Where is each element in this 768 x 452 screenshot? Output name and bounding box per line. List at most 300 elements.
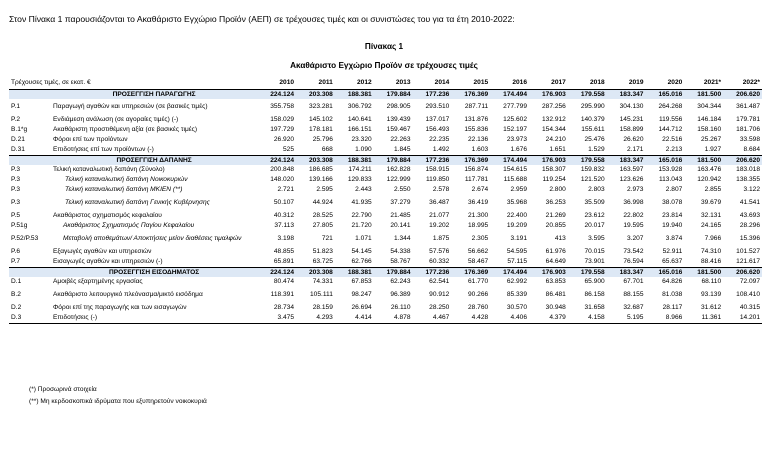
value-cell: 74.310	[700, 248, 722, 256]
year-header: 2020	[667, 79, 683, 87]
value-cell: 23.814	[662, 212, 683, 220]
unit-label: Τρέχουσες τιμές, σε εκατ. €	[11, 79, 91, 87]
value-cell: 181.706	[736, 126, 760, 134]
value-cell: 4.406	[490, 313, 529, 324]
row-code: B.1*g	[11, 126, 28, 134]
value-cell: 1.875	[432, 235, 450, 243]
footnotes	[29, 385, 229, 406]
value-cell: 2.213	[665, 146, 683, 154]
year-header: 2019	[628, 79, 644, 87]
value-cell: 80.474	[273, 278, 295, 286]
year-header: 2018	[589, 79, 605, 87]
row-code: P.7	[11, 258, 21, 266]
value-cell: 176.903	[529, 156, 568, 166]
value-cell: 28.117	[662, 304, 683, 312]
section-header-row	[9, 156, 762, 166]
row-description: Ακαθάριστος σχηματισμός κεφαλαίου	[53, 212, 162, 220]
row-description: Μεταβολή αποθεμάτων/ Αποκτήσεις μείον διαθέσεις τιμαλφών	[63, 235, 242, 243]
value-cell: 132.912	[541, 116, 566, 124]
value-cell: 2.721	[277, 186, 295, 194]
value-cell: 65.900	[584, 278, 605, 286]
value-cell: 125.602	[503, 116, 527, 124]
value-cell: 355.758	[270, 103, 295, 111]
value-cell: 64.649	[545, 258, 566, 266]
value-cell: 5.195	[607, 313, 646, 324]
value-cell: 24.210	[545, 136, 566, 144]
value-cell: 26.110	[390, 304, 411, 312]
row-description: Τελική καταναλωτική δαπάνη Γενικής Κυβέρνησης	[65, 199, 210, 207]
table-title: Ακαθάριστο Εγχώριο Προϊόν σε τρέχουσες τιμές	[290, 61, 478, 70]
value-cell: 65.891	[273, 258, 295, 266]
value-cell: 22.235	[429, 136, 450, 144]
row-code	[9, 268, 51, 278]
table-caption: Πίνακας 1	[364, 42, 404, 51]
value-cell: 176.369	[451, 90, 490, 100]
value-cell: 70.015	[584, 248, 605, 256]
value-cell: 174.211	[348, 166, 372, 174]
value-cell: 4.428	[451, 313, 490, 324]
value-cell: 158.915	[425, 166, 450, 174]
value-cell: 88.416	[700, 258, 722, 266]
value-cell: 153.928	[658, 166, 683, 174]
value-cell: 174.494	[490, 156, 529, 166]
value-cell: 38.078	[662, 199, 683, 207]
value-cell: 39.679	[700, 199, 722, 207]
value-cell: 35.968	[506, 199, 527, 207]
table-row	[9, 231, 762, 247]
value-cell: 98.247	[351, 291, 372, 299]
value-cell: 293.510	[425, 103, 450, 111]
row-description: Επιδοτήσεις επί των προϊόντων (-)	[53, 146, 154, 154]
value-cell: 224.124	[257, 156, 296, 166]
value-cell: 115.688	[503, 176, 527, 184]
value-cell: 2.578	[432, 186, 450, 194]
value-cell: 8.966	[645, 313, 684, 324]
value-cell: 181.500	[684, 90, 723, 100]
value-cell: 165.016	[645, 268, 684, 278]
value-cell: 177.236	[413, 156, 452, 166]
value-cell: 96.389	[390, 291, 411, 299]
value-cell: 62.766	[351, 258, 372, 266]
value-cell: 63.725	[312, 258, 333, 266]
value-cell: 186.685	[309, 166, 333, 174]
value-cell: 1.603	[471, 146, 489, 154]
value-cell: 179.884	[374, 90, 413, 100]
value-cell: 67.701	[623, 278, 644, 286]
row-description: Τελική καταναλωτική δαπάνη Νοικοκυριών	[65, 176, 188, 184]
row-code	[9, 90, 51, 100]
value-cell: 306.792	[347, 103, 372, 111]
value-cell: 57.576	[429, 248, 450, 256]
value-cell: 174.494	[490, 268, 529, 278]
value-cell: 31.658	[584, 304, 605, 312]
value-cell: 40.312	[273, 212, 295, 220]
value-cell: 1.071	[355, 235, 372, 243]
row-description: Ενδιάμεση ανάλωση (σε αγοραίες τιμές) (-)	[53, 116, 179, 124]
value-cell: 65.637	[662, 258, 683, 266]
value-cell: 20.017	[584, 222, 605, 230]
value-cell: 138.355	[736, 176, 760, 184]
row-description: Τελική καταναλωτική δαπάνη ΜΚΙΕΝ (**)	[65, 186, 183, 194]
value-cell: 206.620	[723, 90, 762, 100]
value-cell: 19.209	[506, 222, 527, 230]
year-header: 2017	[551, 79, 566, 87]
value-cell: 2.550	[394, 186, 411, 194]
row-code: P.5	[11, 212, 21, 220]
value-cell: 15.396	[739, 235, 760, 243]
value-cell: 61.976	[545, 248, 566, 256]
value-cell: 154.344	[541, 126, 566, 134]
value-cell: 86.158	[584, 291, 605, 299]
value-cell: 176.903	[529, 268, 568, 278]
section-title: ΠΡΟΣΕΓΓΙΣΗ ΕΙΣΟΔΗΜΑΤΟΣ	[51, 268, 257, 278]
value-cell: 165.016	[645, 90, 684, 100]
value-cell: 21.485	[390, 212, 411, 220]
table-row	[9, 135, 762, 145]
value-cell: 81.038	[662, 291, 683, 299]
gdp-table	[9, 77, 762, 324]
value-cell: 25.476	[584, 136, 605, 144]
value-cell: 19.940	[662, 222, 683, 230]
table-row	[9, 287, 762, 303]
value-cell: 159.832	[580, 166, 605, 174]
table-row	[9, 175, 762, 185]
table-header-row	[9, 77, 762, 90]
value-cell: 32.131	[700, 212, 722, 220]
value-cell: 113.043	[658, 176, 683, 184]
value-cell: 30.948	[545, 304, 566, 312]
value-cell: 33.598	[739, 136, 760, 144]
value-cell: 3.191	[510, 235, 527, 243]
value-cell: 27.805	[312, 222, 333, 230]
value-cell: 152.197	[503, 126, 527, 134]
value-cell: 90.912	[429, 291, 450, 299]
value-cell: 48.855	[273, 248, 295, 256]
value-cell: 21.077	[429, 212, 450, 220]
value-cell: 203.308	[296, 156, 335, 166]
row-description: Ακαθάριστο λειτουργικό πλεόνασμα/μικτό εισόδημα	[53, 291, 203, 299]
value-cell: 35.509	[584, 199, 605, 207]
value-cell: 2.803	[588, 186, 605, 194]
value-cell: 22.516	[662, 136, 683, 144]
row-description: Εξαγωγές αγαθών και υπηρεσιών	[53, 248, 152, 256]
value-cell: 188.381	[335, 90, 374, 100]
year-header: 2021*	[703, 79, 722, 87]
value-cell: 158.029	[270, 116, 295, 124]
value-cell: 323.281	[309, 103, 333, 111]
table-row	[9, 125, 762, 135]
value-cell: 32.687	[623, 304, 644, 312]
row-description: Τελική καταναλωτική δαπάνη (Σύνολο)	[53, 166, 165, 174]
row-code: P.6	[11, 248, 21, 256]
value-cell: 56.662	[468, 248, 489, 256]
value-cell: 183.347	[607, 90, 646, 100]
value-cell: 19.595	[623, 222, 644, 230]
table-row	[9, 247, 762, 257]
section-title: ΠΡΟΣΕΓΓΙΣΗ ΠΑΡΑΓΩΓΗΣ	[51, 90, 257, 100]
value-cell: 165.016	[645, 156, 684, 166]
value-cell: 85.339	[506, 291, 527, 299]
value-cell: 179.781	[736, 116, 760, 124]
value-cell: 7.966	[704, 235, 722, 243]
value-cell: 206.620	[723, 156, 762, 166]
value-cell: 44.924	[312, 199, 333, 207]
value-cell: 31.612	[700, 304, 722, 312]
value-cell: 18.995	[468, 222, 489, 230]
value-cell: 93.139	[700, 291, 722, 299]
year-header: 2015	[473, 79, 489, 87]
value-cell: 21.300	[468, 212, 489, 220]
value-cell: 54.595	[506, 248, 527, 256]
value-cell: 21.269	[545, 212, 566, 220]
value-cell: 43.693	[739, 212, 760, 220]
value-cell: 1.676	[510, 146, 527, 154]
value-cell: 117.781	[464, 176, 489, 184]
row-description: Ακαθάριστος Σχηματισμός Παγίου Κεφαλαίου	[63, 222, 195, 230]
table-row	[9, 165, 762, 175]
row-code: B.2	[11, 291, 21, 299]
value-cell: 28.250	[429, 304, 450, 312]
row-code: P.2	[11, 116, 21, 124]
table-row	[9, 145, 762, 156]
value-cell: 22.136	[468, 136, 489, 144]
value-cell: 57.115	[507, 258, 527, 266]
value-cell: 41.935	[351, 199, 372, 207]
value-cell: 181.500	[684, 268, 723, 278]
value-cell: 88.155	[623, 291, 644, 299]
value-cell: 76.594	[623, 258, 644, 266]
value-cell: 2.171	[626, 146, 644, 154]
value-cell: 668	[321, 146, 333, 154]
value-cell: 129.833	[347, 176, 372, 184]
value-cell: 50.107	[273, 199, 295, 207]
value-cell: 203.308	[296, 268, 335, 278]
value-cell: 188.381	[335, 268, 374, 278]
row-code: P.3	[11, 199, 21, 207]
year-header: 2016	[512, 79, 527, 87]
value-cell: 206.620	[723, 268, 762, 278]
value-cell: 90.266	[468, 291, 489, 299]
row-description: Παραγωγή αγαθών και υπηρεσιών (σε βασικές τιμές)	[53, 103, 208, 111]
year-header: 2014	[434, 79, 450, 87]
value-cell: 62.243	[390, 278, 411, 286]
value-cell: 86.481	[545, 291, 566, 299]
footnote-npish: (**) Μη κερδοσκοπικά ιδρύματα που εξυπηρετούν νοικοκυριά	[29, 398, 207, 405]
value-cell: 163.476	[697, 166, 722, 174]
value-cell: 298.905	[386, 103, 411, 111]
row-code: D.3	[9, 313, 51, 324]
table-row	[9, 303, 762, 313]
row-code: D.1	[11, 278, 22, 286]
value-cell: 197.729	[270, 126, 295, 134]
value-cell: 36.998	[623, 199, 644, 207]
value-cell: 74.331	[312, 278, 333, 286]
value-cell: 23.973	[506, 136, 527, 144]
value-cell: 1.492	[432, 146, 450, 154]
value-cell: 62.541	[429, 278, 450, 286]
value-cell: 8.684	[743, 146, 760, 154]
row-code: P.3	[11, 166, 21, 174]
value-cell: 413	[554, 235, 566, 243]
value-cell: 4.467	[413, 313, 452, 324]
section-header-row	[9, 268, 762, 278]
value-cell: 179.558	[568, 268, 607, 278]
value-cell: 179.884	[374, 156, 413, 166]
row-description: Φόροι επί της παραγωγής και των εισαγωγών	[53, 304, 187, 312]
value-cell: 158.307	[541, 166, 566, 174]
value-cell: 361.487	[736, 103, 760, 111]
value-cell: 63.853	[545, 278, 566, 286]
value-cell: 28.525	[312, 212, 333, 220]
value-cell: 139.166	[309, 176, 333, 184]
intro-paragraph: Στον Πίνακα 1 παρουσιάζονται το Ακαθάριστο Εγχώριο Προϊόν (ΑΕΠ) σε τρέχουσες τιμές και οι συνιστώσες του για τα έτη 2010-2022:	[9, 14, 515, 24]
year-header: 2011	[318, 79, 333, 87]
value-cell: 140.379	[580, 116, 605, 124]
value-cell: 155.836	[464, 126, 489, 134]
table-row	[9, 277, 762, 287]
value-cell: 158.899	[619, 126, 644, 134]
value-cell: 295.990	[580, 103, 605, 111]
value-cell: 166.151	[347, 126, 372, 134]
value-cell: 144.712	[658, 126, 683, 134]
value-cell: 67.853	[351, 278, 372, 286]
value-cell: 721	[321, 235, 333, 243]
value-cell: 203.308	[296, 90, 335, 100]
value-cell: 178.181	[309, 126, 333, 134]
value-cell: 200.848	[270, 166, 295, 174]
value-cell: 1.090	[355, 146, 372, 154]
table-body	[9, 90, 762, 324]
value-cell: 181.500	[684, 156, 723, 166]
value-cell: 224.124	[257, 268, 296, 278]
value-cell: 224.124	[257, 90, 296, 100]
value-cell: 179.558	[568, 156, 607, 166]
year-header: 2022*	[742, 79, 760, 87]
value-cell: 183.347	[607, 268, 646, 278]
value-cell: 163.597	[619, 166, 644, 174]
row-code: P.1	[11, 103, 21, 111]
year-header: 2013	[395, 79, 411, 87]
value-cell: 68.110	[701, 278, 722, 286]
value-cell: 3.475	[257, 313, 296, 324]
value-cell: 30.570	[506, 304, 527, 312]
value-cell: 4.379	[529, 313, 568, 324]
table-row	[9, 257, 762, 268]
row-description: Εισαγωγές αγαθών και υπηρεσιών (-)	[53, 258, 163, 266]
value-cell: 40.315	[739, 304, 760, 312]
value-cell: 60.332	[429, 258, 450, 266]
value-cell: 155.611	[581, 126, 605, 134]
value-cell: 156.493	[425, 126, 450, 134]
value-cell: 2.959	[510, 186, 527, 194]
value-cell: 183.018	[736, 166, 760, 174]
value-cell: 22.400	[506, 212, 527, 220]
row-code: D.2	[11, 304, 22, 312]
value-cell: 179.558	[568, 90, 607, 100]
value-cell: 179.884	[374, 268, 413, 278]
value-cell: 162.828	[386, 166, 411, 174]
value-cell: 11.361	[684, 313, 723, 324]
value-cell: 4.293	[296, 313, 335, 324]
value-cell: 139.439	[386, 116, 411, 124]
value-cell: 36.419	[468, 199, 489, 207]
value-cell: 61.770	[468, 278, 489, 286]
value-cell: 156.874	[464, 166, 489, 174]
table-row	[9, 221, 762, 231]
value-cell: 131.876	[464, 116, 489, 124]
row-description: Ακαθάριστη προστιθέμενη αξία (σε βασικές τιμές)	[53, 126, 198, 134]
value-cell: 2.674	[471, 186, 489, 194]
row-description: Επιδοτήσεις (-)	[51, 313, 257, 324]
value-cell: 72.097	[739, 278, 760, 286]
value-cell: 4.414	[335, 313, 374, 324]
value-cell: 73.901	[584, 258, 605, 266]
value-cell: 22.790	[351, 212, 372, 220]
value-cell: 1.344	[394, 235, 411, 243]
value-cell: 36.253	[545, 199, 566, 207]
value-cell: 183.347	[607, 156, 646, 166]
value-cell: 1.927	[704, 146, 722, 154]
value-cell: 2.443	[355, 186, 372, 194]
value-cell: 25.796	[312, 136, 333, 144]
row-description: Αμοιβές εξαρτημένης εργασίας	[53, 278, 143, 286]
value-cell: 287.711	[464, 103, 489, 111]
value-cell: 28.760	[468, 304, 489, 312]
value-cell: 2.973	[626, 186, 644, 194]
value-cell: 62.992	[506, 278, 527, 286]
value-cell: 22.263	[390, 136, 411, 144]
value-cell: 148.020	[270, 176, 295, 184]
value-cell: 177.236	[413, 268, 452, 278]
value-cell: 26.620	[623, 136, 644, 144]
value-cell: 1.529	[588, 146, 605, 154]
value-cell: 525	[283, 146, 295, 154]
row-code: P.51g	[11, 222, 28, 230]
value-cell: 119.850	[425, 176, 450, 184]
value-cell: 26.694	[351, 304, 372, 312]
value-cell: 304.130	[619, 103, 644, 111]
value-cell: 145.102	[309, 116, 333, 124]
value-cell: 1.845	[394, 146, 411, 154]
value-cell: 304.344	[697, 103, 722, 111]
value-cell: 26.920	[273, 136, 295, 144]
value-cell: 4.878	[374, 313, 413, 324]
value-cell: 108.410	[736, 291, 760, 299]
value-cell: 3.874	[665, 235, 683, 243]
value-cell: 122.999	[386, 176, 411, 184]
value-cell: 23.612	[584, 212, 605, 220]
value-cell: 37.113	[274, 222, 295, 230]
row-code	[9, 156, 51, 166]
table-row	[9, 115, 762, 125]
value-cell: 3.595	[588, 235, 605, 243]
value-cell: 58.767	[390, 258, 411, 266]
row-code: P.3	[11, 186, 21, 194]
value-cell: 36.487	[429, 199, 450, 207]
row-code: D.21	[11, 136, 25, 144]
value-cell: 176.903	[529, 90, 568, 100]
value-cell: 119.556	[658, 116, 683, 124]
value-cell: 3.198	[277, 235, 295, 243]
value-cell: 176.369	[451, 268, 490, 278]
value-cell: 54.145	[351, 248, 372, 256]
value-cell: 137.017	[425, 116, 450, 124]
row-code: P.52/P.53	[11, 235, 39, 243]
value-cell: 3.122	[743, 186, 760, 194]
value-cell: 2.595	[316, 186, 333, 194]
value-cell: 23.320	[351, 136, 372, 144]
year-header: 2012	[357, 79, 372, 87]
